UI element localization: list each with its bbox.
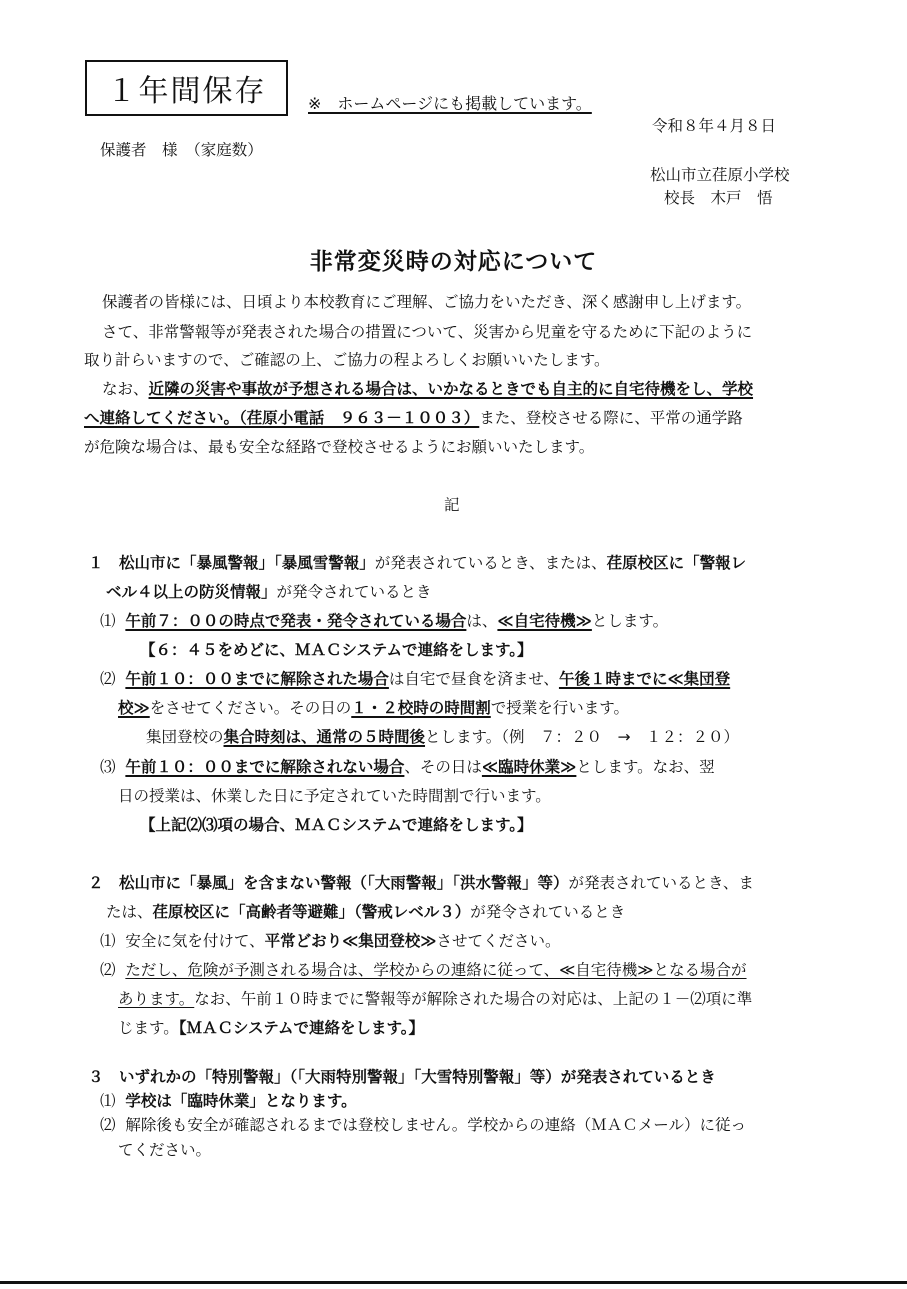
s2-item2-line2: [118, 987, 752, 1009]
school-name: 松山市立荏原小学校: [650, 166, 790, 184]
s2-i2-d: じます。: [118, 1019, 179, 1037]
principal-name: 校長 木戸 悟: [664, 189, 773, 207]
s3-i2-a: 解除後も安全が確認されるまでは登校しません。学校からの連絡（ＭＡＣメール）に従っ: [125, 1116, 746, 1134]
section1-line2: [106, 580, 432, 602]
s1-i2-e: をさせてください。その日の: [149, 699, 352, 717]
intro-3b-rest: また、登校させる際に、平常の通学路: [479, 409, 743, 427]
s2-item1: [100, 929, 561, 951]
section2-line1: [88, 871, 754, 893]
s1-item2-line1: [100, 667, 730, 689]
s1-item3-line1: [100, 755, 715, 777]
ki-heading: 記: [444, 496, 460, 514]
s3-i1-num: ⑴: [100, 1092, 116, 1110]
s2-i1-num: ⑴: [100, 932, 116, 950]
s1-i1-b: は、: [466, 612, 498, 630]
s1-i1-num: ⑴: [100, 612, 116, 630]
intro-paragraph-2a: さて、非常警報等が発表された場合の措置について、災害から児童を守るために下記のように: [102, 323, 753, 341]
s2-l1-b: が発表されているとき、ま: [568, 874, 754, 892]
s1-item1: [100, 609, 668, 631]
s2-i2-a: ただし、危険が予測される場合は、学校からの連絡に従って、≪自宅待機≫となる場合が: [125, 961, 747, 979]
s1-l1-a: １ 松山市に「暴風警報」「暴風雪警報」: [88, 554, 375, 572]
s1-i2-i: 集合時刻は、通常の５時間後: [223, 728, 426, 746]
intro-3b-emphasis: へ連絡してください。（荏原小電話 ９６３－１００３）: [84, 409, 480, 427]
s2-item2-line3: [118, 1016, 424, 1038]
s1-l2-a: ベル４以上の防災情報」: [106, 583, 277, 601]
s1-i2-f: １・２校時の時間割: [351, 699, 491, 717]
s1-l1-c: 荏原校区に「警報レ: [606, 554, 747, 572]
s1-i3-d: とします。なお、翌: [576, 758, 715, 776]
homepage-note: ※ ホームページにも掲載しています。: [308, 94, 592, 113]
s2-i2-num: ⑵: [100, 961, 116, 979]
section3-line1: ３ いずれかの「特別警報」（「大雨特別警報」「大雪特別警報」等）が発表されているとき: [88, 1068, 716, 1086]
s1-i2-j: とします。（例 ７：２０ → １２：２０）: [425, 728, 740, 746]
s1-i2-num: ⑵: [100, 670, 116, 688]
document-date: 令和８年４月８日: [652, 117, 777, 135]
s2-i2-b: あります。: [118, 990, 195, 1008]
s1-item3-note: 【上記⑵⑶項の場合、ＭＡＣシステムで連絡をします。】: [140, 816, 533, 834]
s2-item2-line1: [100, 958, 747, 980]
s2-i2-c: なお、午前１０時までに警報等が解除された場合の対応は、上記の１－⑵項に準: [194, 990, 753, 1008]
s2-i1-c: させてください。: [436, 932, 561, 950]
intro-3a-emphasis: 近隣の災害や事故が予想される場合は、いかなるときでも自主的に自宅待機をし、学校: [148, 380, 754, 398]
bottom-rule: [0, 1281, 907, 1284]
section2-line2: [106, 900, 625, 922]
s1-i3-b: 、その日は: [404, 758, 482, 776]
s1-item2-line2: [118, 696, 629, 718]
s1-i1-a: 午前７：００の時点で発表・発令されている場合: [125, 612, 467, 630]
s1-item2-line3: [146, 725, 739, 747]
s3-item2-line1: [100, 1113, 746, 1135]
s1-i2-g: で授業を行います。: [490, 699, 630, 717]
s2-i2-e: 【ＭＡＣシステムで連絡をします。】: [178, 1019, 424, 1037]
s2-i1-a: 安全に気を付けて、: [125, 932, 265, 950]
s1-i1-c: ≪自宅待機≫: [497, 612, 592, 630]
s1-i2-c: 午後１時までに≪集団登: [558, 670, 731, 688]
s1-i1-d: とします。: [591, 612, 669, 630]
intro-paragraph-3c: が危険な場合は、最も安全な経路で登校させるようにお願いいたします。: [84, 438, 595, 456]
s1-i2-b: は自宅で昼食を済ませ、: [388, 670, 559, 688]
intro-paragraph-1: 保護者の皆様には、日頃より本校教育にご理解、ご協力をいただき、深く感謝申し上げます。: [102, 293, 752, 311]
s3-item1: [100, 1089, 357, 1111]
s1-i3-c: ≪臨時休業≫: [481, 758, 577, 776]
s2-l2-a: たは、: [106, 903, 153, 921]
s1-i3-a: 午前１０：００までに解除されない場合: [125, 758, 405, 776]
intro-paragraph-3b: [84, 406, 743, 428]
s1-i2-a: 午前１０：００までに解除された場合: [125, 670, 389, 688]
s2-i1-b: 平常どおり≪集団登校≫: [264, 932, 437, 950]
s3-i1-a: 学校は「臨時休業」となります。: [125, 1092, 357, 1110]
s1-item3-line2: 日の授業は、休業した日に予定されていた時間割で行います。: [118, 787, 551, 805]
retention-label: １年間保存: [85, 60, 288, 116]
intro-3a-prefix: なお、: [102, 380, 149, 398]
s1-l2-b: が発令されているとき: [276, 583, 432, 601]
s1-i2-h: 集団登校の: [146, 728, 224, 746]
s1-i3-num: ⑶: [100, 758, 116, 776]
s2-l2-b: 荏原校区に「高齢者等避難」（警戒レベル３）: [152, 903, 471, 921]
s1-i2-d: 校≫: [118, 699, 150, 717]
s3-item2-line2: てください。: [118, 1141, 212, 1159]
s1-item1-note: 【６：４５をめどに、ＭＡＣシステムで連絡をします。】: [140, 641, 533, 659]
intro-paragraph-3a: [102, 377, 753, 399]
s2-l1-a: ２ 松山市に「暴風」を含まない警報（「大雨警報」「洪水警報」等）: [88, 874, 569, 892]
intro-paragraph-2b: 取り計らいますので、ご確認の上、ご協力の程よろしくお願いいたします。: [84, 351, 610, 369]
s2-l2-c: が発令されているとき: [470, 903, 626, 921]
s1-l1-b: が発表されているとき、または、: [374, 554, 607, 572]
section1-line1: [88, 551, 746, 573]
s3-i2-num: ⑵: [100, 1116, 116, 1134]
page-title: 非常変災時の対応について: [309, 249, 598, 275]
recipient: 保護者 様 （家庭数）: [100, 141, 263, 159]
